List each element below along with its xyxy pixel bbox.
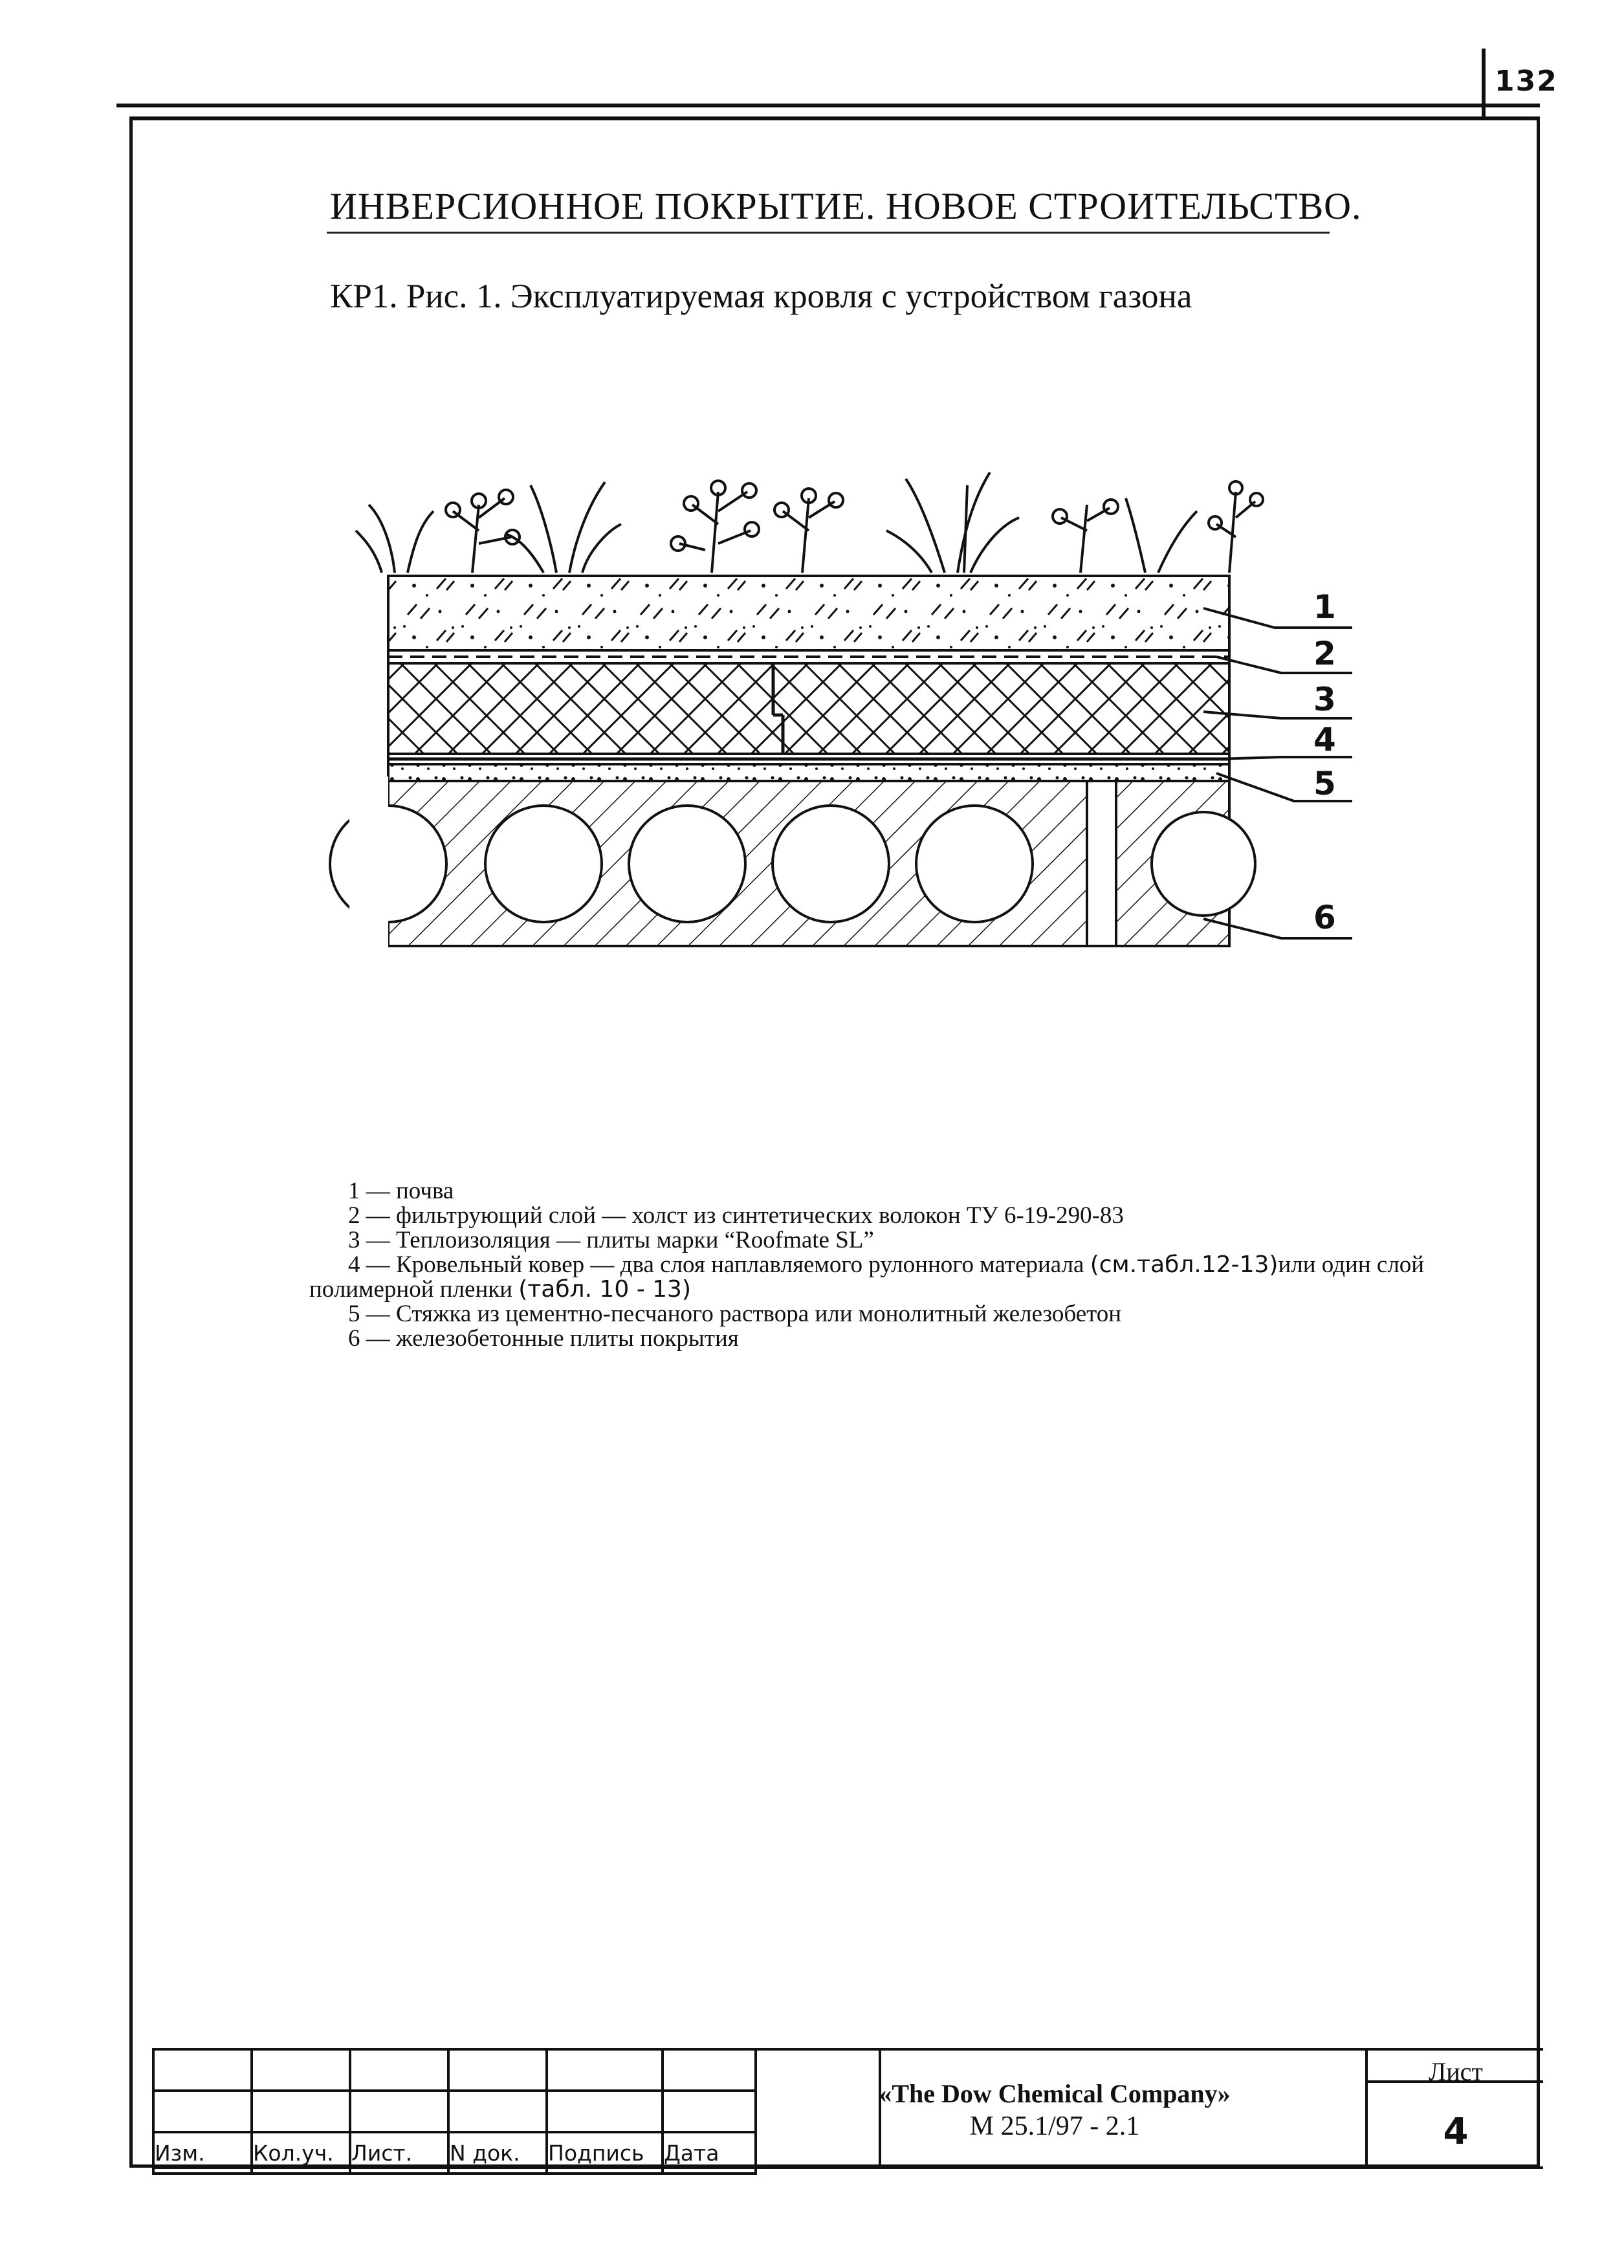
legend-item-4-continued bbox=[309, 1277, 1424, 1302]
stamp-header-qty: Кол.уч. bbox=[252, 2132, 350, 2174]
legend-item-4 bbox=[348, 1253, 1424, 1277]
callout-6: 6 bbox=[1313, 899, 1336, 936]
legend-item-4c-text: полимерной пленки bbox=[309, 1276, 519, 1303]
roof-section-drawing bbox=[285, 446, 1385, 984]
soil-layer bbox=[388, 576, 1229, 650]
screed-layer bbox=[388, 764, 1229, 781]
flower-icon bbox=[446, 481, 1263, 573]
insulation-layer bbox=[388, 663, 1229, 754]
frame-corner-line bbox=[1482, 49, 1486, 120]
legend-item-4c-handwritten: (табл. 10 - 13) bbox=[518, 1276, 691, 1303]
drawing-frame bbox=[129, 116, 1540, 2168]
title-underline bbox=[327, 232, 1330, 234]
callout-2: 2 bbox=[1313, 635, 1336, 672]
legend-item-5 bbox=[348, 1302, 1424, 1327]
hollow-core-slab bbox=[330, 776, 1255, 951]
sheet-number: 4 bbox=[1443, 2111, 1469, 2153]
stamp-header-rev: Изм. bbox=[153, 2132, 252, 2174]
legend-item-2: 2 — фильтрующий слой — холст из синтетических волокон ТУ 6-19-290-83 bbox=[348, 1202, 1124, 1229]
sheet-label: Лист bbox=[1429, 2057, 1483, 2086]
figure-caption: КР1. Рис. 1. Эксплуатируемая кровля с устройством газона bbox=[330, 278, 1192, 315]
document-code: М 25.1/97 - 2.1 bbox=[969, 2111, 1140, 2141]
legend-item-4-text: 4 — Кровельный ковер — два слоя наплавляемого рулонного материала bbox=[348, 1251, 1090, 1278]
stamp-header-docno: N док. bbox=[448, 2132, 547, 2174]
callout-5: 5 bbox=[1313, 765, 1336, 802]
callout-4: 4 bbox=[1313, 721, 1336, 758]
legend-item-3: 3 — Теплоизоляция — плиты марки “Roofmate SL” bbox=[348, 1227, 874, 1253]
legend-item-6: 6 — железобетонные плиты покрытия bbox=[348, 1325, 739, 1352]
callout-1: 1 bbox=[1313, 588, 1336, 626]
stamp-header-date: Дата bbox=[663, 2132, 756, 2174]
revision-table bbox=[152, 2048, 757, 2175]
legend-item-4-handwritten: (см.табл.12-13) bbox=[1090, 1251, 1278, 1278]
callout-3: 3 bbox=[1313, 681, 1336, 718]
stamp-header-sheet: Лист. bbox=[350, 2132, 448, 2174]
legend bbox=[309, 1179, 1424, 1351]
legend-item-5-text-end: или монолитный железобетон bbox=[815, 1301, 1122, 1327]
legend-item-1: 1 — почва bbox=[348, 1178, 454, 1204]
legend-item-5-text: 5 — Стяжка из цементно-песчаного раствора bbox=[348, 1301, 815, 1327]
page-number: 132 bbox=[1495, 65, 1558, 98]
legend-item-4-text-end: или один слой bbox=[1278, 1251, 1425, 1278]
stamp-header-signature: Подпись bbox=[547, 2132, 663, 2174]
page-title: ИНВЕРСИОННОЕ ПОКРЫТИЕ. НОВОЕ СТРОИТЕЛЬСТВО. bbox=[330, 185, 1362, 227]
company-name: «The Dow Chemical Company» bbox=[879, 2079, 1231, 2108]
frame-top-line bbox=[116, 104, 1540, 107]
